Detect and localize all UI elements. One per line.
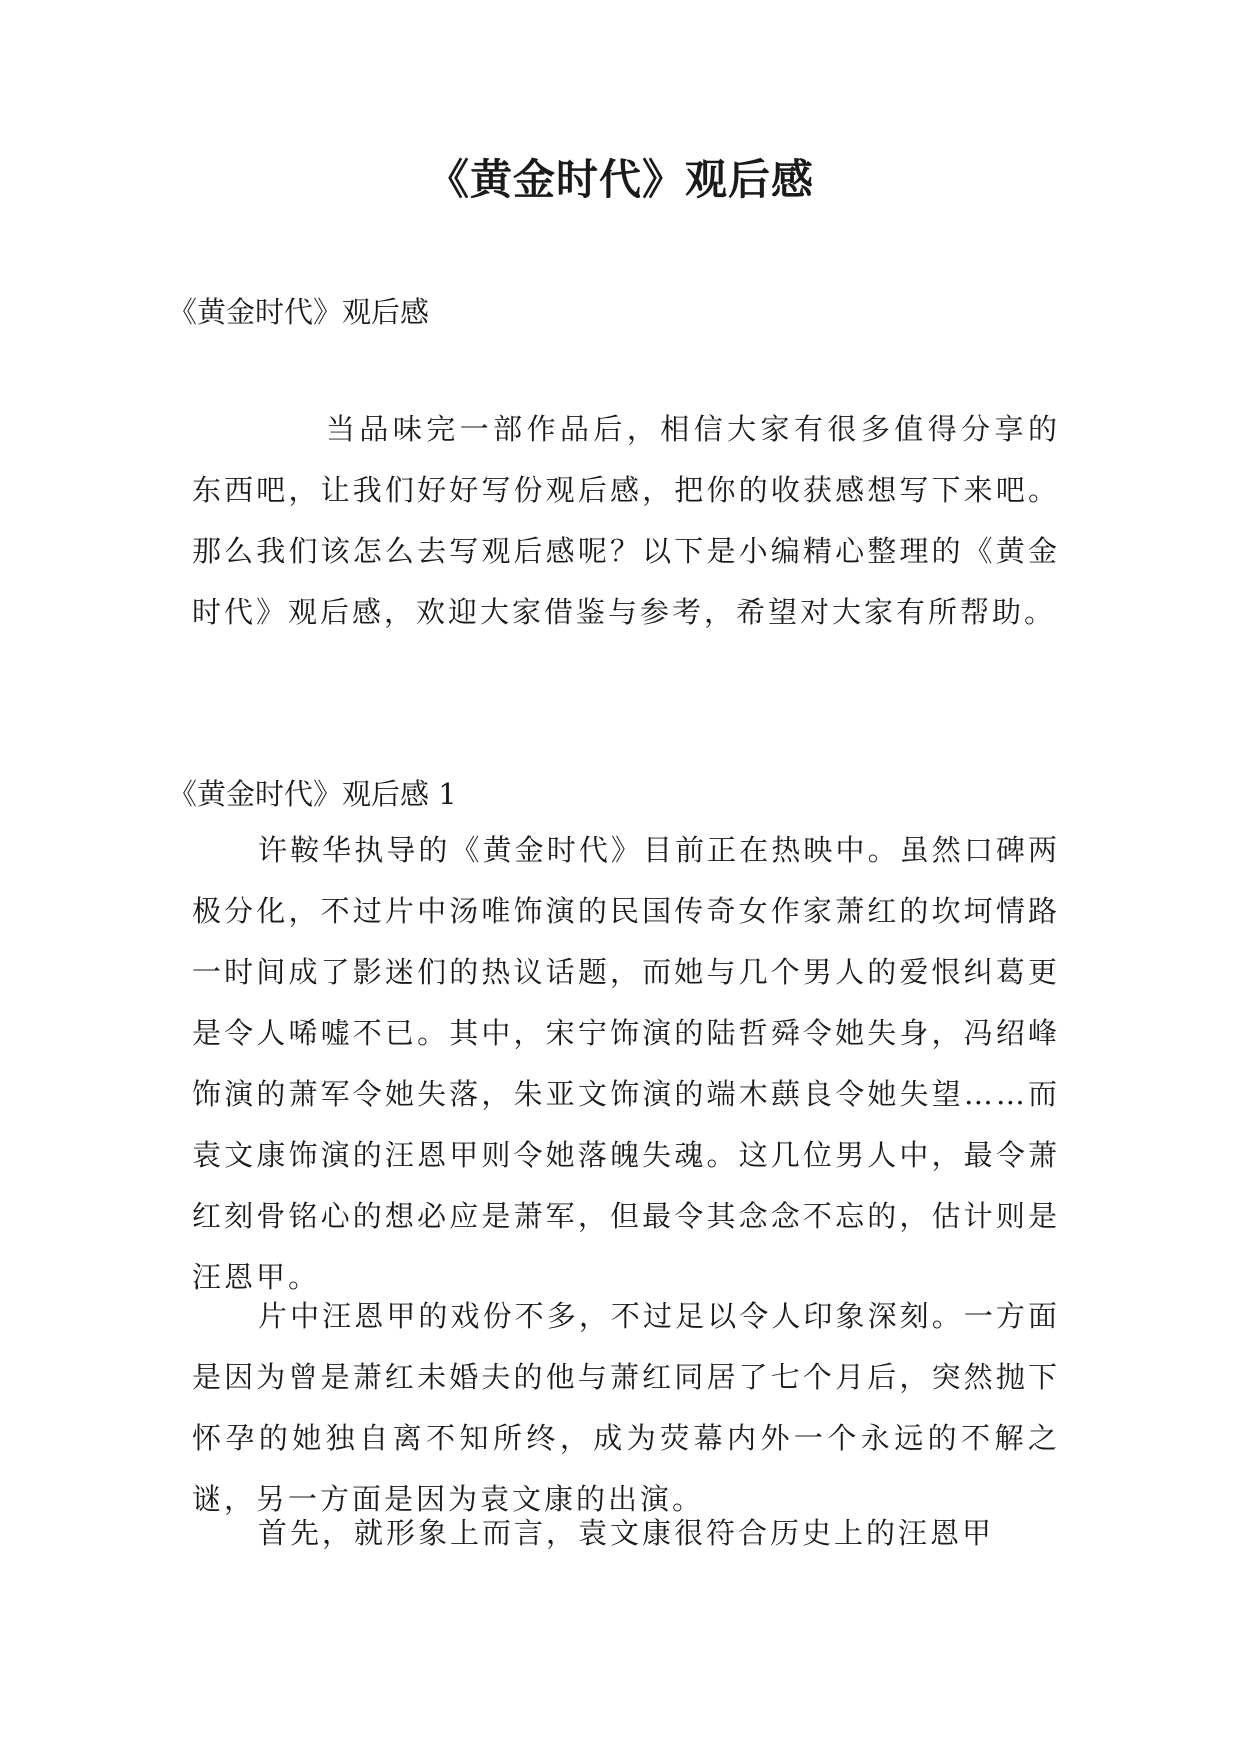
body-paragraph: 片中汪恩甲的戏份不多，不过足以令人印象深刻。一方面是因为曾是萧红未婚夫的他与萧红同居了七个月后，突然抛下怀孕的她独自离不知所终，成为荧幕内外一个永远的不解之谜，另一方面是因为袁文康的出演。: [192, 1299, 1060, 1516]
document-subtitle: 《黄金时代》观后感: [168, 295, 430, 329]
intro-paragraph: 当品味完一部作品后，相信大家有很多值得分享的东西吧，让我们好好写份观后感，把你的收获感想写下来吧。那么我们该怎么去写观后感呢？以下是小编精心整理的《黄金时代》观后感，欢迎大家借鉴与参考，希望对大家有所帮助。: [192, 412, 1060, 629]
document-title: 《黄金时代》观后感: [426, 155, 814, 204]
body-paragraph: 许鞍华执导的《黄金时代》目前正在热映中。虽然口碑两极分化，不过片中汤唯饰演的民国传奇女作家萧红的坎坷情路一时间成了影迷们的热议话题，而她与几个男人的爱恨纠葛更是令人唏嘘不已。其中，宋宁饰演的陆哲舜令她失身，冯绍峰饰演的萧军令她失落，朱亚文饰演的端木蕻良令她失望……而袁文康饰演的汪恩甲则令她落魄失魂。这几位男人中，最令萧红刻骨铭心的想必应是萧军，但最令其念念不忘的，估计则是汪恩甲。: [192, 833, 1060, 1294]
section-heading: 《黄金时代》观后感 1: [168, 777, 457, 811]
body-paragraph: 首先，就形象上而言，袁文康很符合历史上的汪恩甲: [258, 1516, 995, 1550]
